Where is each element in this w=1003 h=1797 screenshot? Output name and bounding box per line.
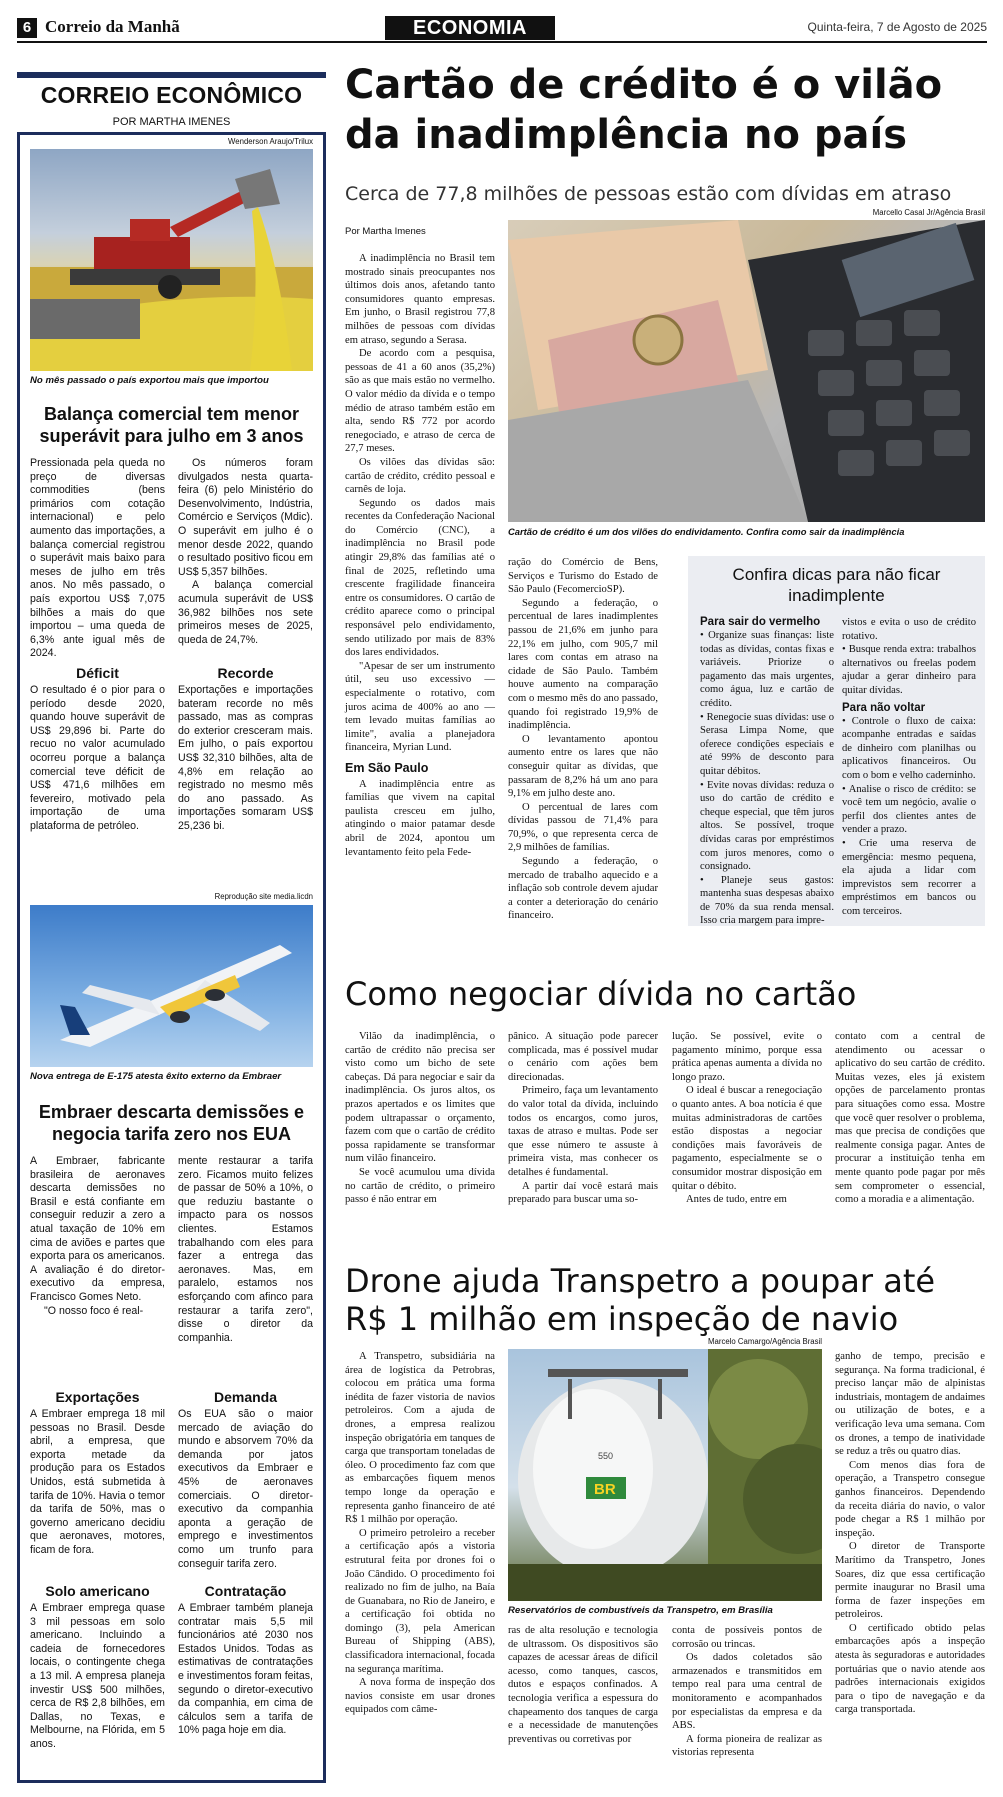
drone-column-3	[672, 1624, 822, 1760]
paragraph: lução. Se possível, evite o pagamento mínimo, porque essa prática apenas aumenta a dívida no longo prazo.	[672, 1031, 822, 1083]
lead-column-1	[345, 252, 495, 859]
paragraph: mente restaurar a tarifa zero. Ficamos muito felizes de passar de 50% a 10%, o que reduziu bastante o impacto para os nossos clientes. Estamos trabalhando com eles para fazer a entrega das aeronaves. Mas, em paralelo, estamos nos esforçando com afinco para restaurar a tarifa zero", disse o diretor da companhia.	[178, 1155, 313, 1344]
paragraph: Os números foram divulgados nesta quarta-feira (6) pelo Ministério do Desenvolvimento, Indústria, Comércio e Serviços (Mdic). O superávit em julho é o menor desde 2022, quando o resultado positivo ficou em US$ 5,357 bilhões.	[178, 457, 313, 578]
paragraph: pânico. A situação pode parecer complicada, mas é possível mudar o cenário com ações bem direcionadas.	[508, 1031, 658, 1083]
drone-column-4	[835, 1350, 985, 1717]
tank-logo: BR	[594, 1481, 616, 1498]
photo-caption: Reservatórios de combustíveis da Transpetro, em Brasília	[508, 1605, 773, 1616]
paragraph: contato com a central de atendimento ou acessar o aplicativo do seu cartão de crédito. Muitas vezes, eles já existem opções de parcelamento prontas para situações como essa. Mostre que você quer resolver o problema, mas que precisa de condições que realmente consiga pagar. Antes de procurar a instituição tenha em mente quanto pode pagar por mês sem comprometer o essencial, como a moradia e a alimentação.	[835, 1031, 985, 1206]
column-title: CORREIO ECONÔMICO	[40, 82, 303, 108]
drone-column-1	[345, 1350, 495, 1717]
tip-item: • Planeje seus gastos: mantenha suas despesas abaixo de 70% da sua renda mensal. Isso cria margem para impre-	[700, 874, 834, 927]
paragraph: O primeiro petroleiro a receber a certificação após a vistoria estrutural feita por drones foi o João Cândido. O procedimento foi realizado no fim de julho, na Baía de Guanabara, no Rio de Janeiro, e a certificação foi obtida no domingo (3), pela American Bureau of Shipping (ABS), classificadora internacional, focada na segurança marítima.	[345, 1527, 495, 1675]
paragraph: A Transpetro, subsidiária na área de logística da Petrobras, colocou em prática uma forma inédita de fazer vistoria de navios petroleiros. Com a ajuda de drones, a empresa realizou inspeção obrigatória em tanques de carga que transportam toneladas de óleo. O procedimento faz com que as embarcações fiquem menos tempo longe da operação e representa ganho financeiro de até R$ 1 milhão por operação.	[345, 1351, 495, 1526]
paragraph: "Apesar de ser um instrumento útil, seu uso excessivo — especialmente o rotativo, com juros acima de 400% ao ano — tem levado muitas famílias ao limite", avalia a planejadora financeira, Myrian Lund.	[345, 660, 495, 754]
subsection	[178, 665, 313, 834]
paragraph: O diretor de Transporte Marítimo da Transpetro, Jones Soares, diz que essa certificação permite inaugurar no Brasil uma forma de fazer inspeções em petroleiros.	[835, 1541, 985, 1621]
paragraph: "O nosso foco é real-	[44, 1304, 144, 1317]
calculator-photo	[508, 220, 985, 522]
photo-caption: No mês passado o país exportou mais que importou	[30, 375, 269, 386]
paragraph: Os dados coletados são armazenados e transmitidos em tempo real para uma central de monitoramento e acompanhados por especialistas da empresa e da ABS.	[672, 1652, 822, 1732]
paper-name: Correio da Manhã	[45, 17, 180, 36]
paragraph: ganho de tempo, precisão e segurança. Na forma tradicional, é preciso lançar mão de alpinistas industriais, montagem de andaimes ou utilização de botes, e a verificação leva uma semana. Com os drones, a tempo de inatividade se reduz a três ou quatro dias.	[835, 1351, 985, 1458]
paragraph: A balança comercial acumula superávit de US$ 36,982 bilhões nos sete primeiros meses de 2025, queda de 24,7%.	[178, 579, 313, 646]
harvest-photo	[30, 149, 313, 371]
column-byline: POR MARTHA IMENES	[112, 116, 231, 128]
story-headline: Embraer descarta demissões e negocia tarifa zero nos EUA	[38, 1102, 305, 1144]
paragraph: A nova forma de inspeção dos navios consiste em usar drones equipados com câme-	[345, 1677, 495, 1716]
paragraph: O ideal é buscar a renegociação o quanto antes. A boa notícia é que muitas administradoras de cartões estão dispostas a negociar condições mais favoráveis de pagamento, especialmente se o consumidor mostrar disposição em quitar o débito.	[672, 1085, 822, 1192]
paragraph: O certificado obtido pelas embarcações após a inspeção atesta às seguradoras e autoridades portuárias que o navio atende aos padrões internacionais exigidos para o tipo de navegação e da carga transportada.	[835, 1622, 985, 1716]
paragraph: A inadimplência no Brasil tem mostrado sinais preocupantes nos últimos dois anos, afetando tanto consumidores quanto empresas. Em junho, o Brasil registrou 77,8 milhões de pessoas com dívidas em atraso, segundo a Serasa.	[345, 253, 495, 346]
paragraph: Os vilões das dívidas são: cartão de crédito, crédito pessoal e carnês de loja.	[345, 456, 495, 496]
tips-box	[688, 556, 985, 926]
card-story-headline: Como negociar dívida no cartão	[345, 975, 857, 1013]
subhead: Contratação	[204, 1583, 287, 1599]
tips-column-2	[842, 616, 976, 918]
photo-credit: Reprodução site media.licdn	[214, 892, 313, 901]
subsection	[30, 1583, 165, 1752]
tank-photo	[508, 1349, 822, 1601]
photo-caption: Nova entrega de E-175 atesta êxito externo da Embraer	[30, 1071, 282, 1082]
paragraph: A Embraer, fabricante brasileira de aeronaves descarta demissões no Brasil e está confiante em conseguir reduzir a zero a atual taxação de 10% em cima de aviões e partes que exporta para os americanos. A avaliação é do diretor-executivo da empresa, Francisco Gomes Neto.	[30, 1155, 165, 1303]
section-label: ECONOMIA	[385, 16, 555, 40]
photo-credit: Marcello Casal Jr/Agência Brasil	[872, 208, 985, 217]
tips-subhead: Para não voltar	[842, 701, 926, 714]
drone-column-2	[508, 1624, 658, 1746]
story-text: A Embraer emprega quase 3 mil pessoas em solo americano. Incluindo a cadeia de fornecedores locais, o contingente chega a 13 mil. A empresa planeja investir US$ 500 milhões, cerca de R$ 2,8 bilhões, em Dallas, no Texas, e Melbourne, na Flórida, em 5 anos.	[30, 1602, 165, 1750]
header-rule	[17, 41, 987, 43]
subhead: Demanda	[213, 1389, 278, 1405]
tip-item: • Busque renda extra: trabalhos alternativos ou freelas podem ajudar a gerar dinheiro para quitar dívidas.	[842, 644, 976, 696]
subsection	[178, 1583, 313, 1738]
paragraph: A forma pioneira de realizar as vistorias representa	[672, 1733, 822, 1759]
story-text	[178, 457, 313, 647]
paragraph: De acordo com a pesquisa, pessoas de 41 a 60 anos (35,2%) são as que mais estão no vermelho. O valor médio da dívida e o tempo médio de atraso também estão em alta, sendo R$ 772 por acordo renegociado, e atraso de cerca de 27,7 meses.	[345, 348, 495, 455]
paragraph: Pressionada pela queda no preço de diversas commodities (bens primários com cotação internacional) e pelo aumento das importações, a balança comercial registrou o superávit mais baixo para meses de julho em três anos. No mês passado, o país exportou US$ 7,075 bilhões a mais do que importou – uma queda de 6,3% ante igual mês de 2024.	[30, 457, 165, 660]
photo-credit: Marcelo Camargo/Agência Brasil	[708, 1337, 822, 1346]
paragraph: ração do Comércio de Bens, Serviços e Turismo do Estado de São Paulo (FecomercioSP).	[508, 557, 658, 596]
paragraph: Antes de tudo, entre em	[686, 1194, 787, 1206]
subhead: Déficit	[76, 665, 119, 681]
subhead: Recorde	[217, 665, 274, 681]
story-text: A Embraer emprega 18 mil pessoas no Brasil. Desde abril, a empresa, que exporta metade da produção para os Estados Unidos, está submetida à tarifa de 10%. Havia o temor da tarifa de 50%, mas o governo americano decidiu que aeronaves, motores, ficam de fora.	[30, 1408, 165, 1556]
paragraph: Segundo a federação, o mercado de trabalho aquecido e a inflação sob controle devem ajudar a conter a deterioração do cenário financeiro.	[508, 856, 658, 922]
tips-subhead: Para sair do vermelho	[700, 616, 821, 628]
paragraph: Segundo os dados mais recentes da Confederação Nacional do Comércio (CNC), a inadimplência no Brasil pode atingir 29,8% das famílias até o final de 2025, refletindo uma crescente fragilidade financeira entre os consumidores. O cartão de crédito aparece como o principal responsável pelo endividamento, sendo utilizado por mais de 83% dos lares endividados.	[345, 497, 495, 659]
subhead: Exportações	[55, 1389, 140, 1405]
story-text	[30, 1155, 165, 1318]
tips-column-1	[700, 616, 834, 928]
masthead	[17, 16, 987, 42]
page-number: 6	[17, 18, 37, 38]
story-text: Os EUA são o maior mercado de aviação do mundo e absorvem 70% da demanda por jatos executivos da Embraer e 45% de aeronaves comerciais. O diretor-executivo da companhia aponta a geração de emprego e investimentos como um trunfo para conseguir tarifa zero.	[178, 1408, 313, 1570]
story-text	[30, 457, 165, 661]
tip-item: • Controle o fluxo de caixa: acompanhe entradas e saídas de dinheiro com planilhas ou aplicativos financeiros. Ou com o bom e velho caderninho.	[842, 715, 976, 781]
card-column-2	[508, 1030, 658, 1207]
paragraph: Vilão da inadimplência, o cartão de crédito não precisa ser visto como um bicho de sete cabeças. Dá para negociar e sair da inadimplência. Os juros altos, os prazos apertados e os limites que podem ultrapassar o orçamento, fazem com que o cartão de crédito possa rapidamente se transformar num vilão financeiro.	[345, 1031, 495, 1165]
airplane-photo	[30, 905, 313, 1067]
paragraph: O levantamento apontou aumento entre os lares que não conseguir quitar as dívidas, que passaram de 8,2% há um ano para 9,1% em julho deste ano.	[508, 733, 658, 800]
story-headline: Balança comercial tem menor superávit para julho em 3 anos	[39, 404, 304, 446]
paragraph: conta de possíveis pontos de corrosão ou trincas.	[672, 1625, 822, 1650]
paragraph: O percentual de lares com dívidas passou de 71,4% para 70,9%, o que representa cerca de 2,9 milhões de famílias.	[508, 801, 658, 854]
tip-item: • Evite novas dívidas: reduza o uso do cartão de crédito e cheque especial, que têm juros altos. Se possível, troque dívidas caras por empréstimos com juros menores, como o consignado.	[700, 779, 834, 873]
drone-story-headline: Drone ajuda Transpetro a poupar até R$ 1 milhão em inspeção de navio	[345, 1262, 936, 1338]
paragraph: A partir daí você estará mais preparado para buscar uma so-	[508, 1180, 658, 1206]
tank-number: 550	[598, 1451, 614, 1461]
subsection	[178, 1389, 313, 1571]
paragraph: Primeiro, faça um levantamento do valor total da dívida, incluindo todos os encargos, como juros, taxas de atraso e multas. Pode ser que esse número te assuste à primeira vista, mas conhecer os detalhes é fundamental.	[508, 1085, 658, 1178]
paragraph: Com menos dias fora de operação, a Transpetro consegue ganhos financeiros. Dependendo da receita diária do navio, o valor pode chegar a R$ 1 milhão por inspeção.	[835, 1459, 985, 1539]
card-column-1	[345, 1030, 495, 1207]
tip-item: • Organize suas finanças: liste todas as dívidas, contas fixas e variáveis. Priorize o pagamento das mais urgentes, como água, luz e cartão de crédito.	[700, 630, 834, 709]
lead-headline: Cartão de crédito é o vilão da inadimplência no país	[345, 62, 943, 158]
tip-item: • Crie uma reserva de emergência: mesmo pequena, ela ajuda a lidar com imprevistos sem recorrer a empréstimos em bancos ou com terceiros.	[842, 837, 976, 917]
photo-credit: Wenderson Araujo/Trilux	[228, 137, 313, 146]
card-column-4	[835, 1030, 985, 1207]
subhead: Em São Paulo	[345, 760, 429, 775]
lead-column-2	[508, 556, 658, 923]
tip-item: vistos e evita o uso de crédito rotativo.	[842, 617, 976, 642]
subsection	[30, 665, 165, 834]
paragraph: ras de alta resolução e tecnologia de ultrassom. Os dispositivos são capazes de acessar áreas de difícil acesso, como tanques, cascos, dutos e espaços confinados. A tecnologia verifica a espessura do chapeamento dos tanques de carga e a necessidade de manutenções preventivas ou corretivas por	[508, 1625, 658, 1745]
subhead: Solo americano	[45, 1583, 150, 1599]
card-column-3	[672, 1030, 822, 1207]
story-text	[178, 1155, 313, 1345]
paragraph: Se você acumulou uma dívida no cartão de crédito, o primeiro passo é não entrar em	[345, 1166, 495, 1206]
story-text: Exportações e importações bateram recorde no mês passado, mas as compras do exterior cresceram mais. Em julho, o país exportou US$ 32,310 bilhões, alta de 4,8% em relação ao registrado no mesmo mês do ano passado. As importações somaram US$ 25,236 bi.	[178, 684, 313, 832]
lead-byline: Por Martha Imenes	[345, 226, 426, 237]
tip-item: • Analise o risco de crédito: se você tem um negócio, avalie o perfil dos clientes antes de vender a prazo.	[842, 783, 976, 836]
edition-date: Quinta-feira, 7 de Agosto de 2025	[807, 20, 987, 34]
sidebar-top-bar	[17, 72, 326, 78]
paragraph: A inadimplência entre as famílias que vivem na capital paulista cresceu em julho, atingindo o maior patamar desde abril de 2024, apontou um levantamento feito pela Fede-	[345, 778, 495, 858]
tips-title: Confira dicas para não ficar inadimplente	[732, 565, 941, 605]
subsection	[30, 1389, 165, 1558]
tip-item: • Renegocie suas dívidas: use o Serasa Limpa Nome, que oferece condições especiais e até 99% de desconto para quitar débitos.	[700, 711, 834, 777]
sidebar-box	[17, 132, 326, 1783]
story-text: A Embraer também planeja contratar mais 5,5 mil funcionários até 2030 nos Estados Unidos. Todas as estimativas de contratações e investimentos foram feitas, segundo o diretor-executivo da companhia, em cima de cálculos sem a tarifa de 10% paga hoje em dia.	[178, 1602, 313, 1737]
lead-deck: Cerca de 77,8 milhões de pessoas estão com dívidas em atraso	[345, 183, 952, 205]
paragraph: Segundo a federação, o percentual de lares inadimplentes passou de 21,6% em junho para 22,1% em julho, com 905,7 mil lares com contas em atraso na cidade de São Paulo. Também houve aumento na comparação com o mesmo mês do ano passado, quando foi registrado 19,9% de inadimplência.	[508, 597, 658, 732]
story-text: O resultado é o pior para o período desde 2020, quando houve superávit de US$ 29,896 bi. Parte do recuo no valor acumulado ocorreu porque a balança comercial teve déficit de US$ 471,6 milhões em fevereiro, motivado pela importação de uma plataforma de petróleo.	[30, 684, 165, 832]
photo-caption: Cartão de crédito é um dos vilões do endividamento. Confira como sair da inadimplência	[508, 526, 905, 537]
